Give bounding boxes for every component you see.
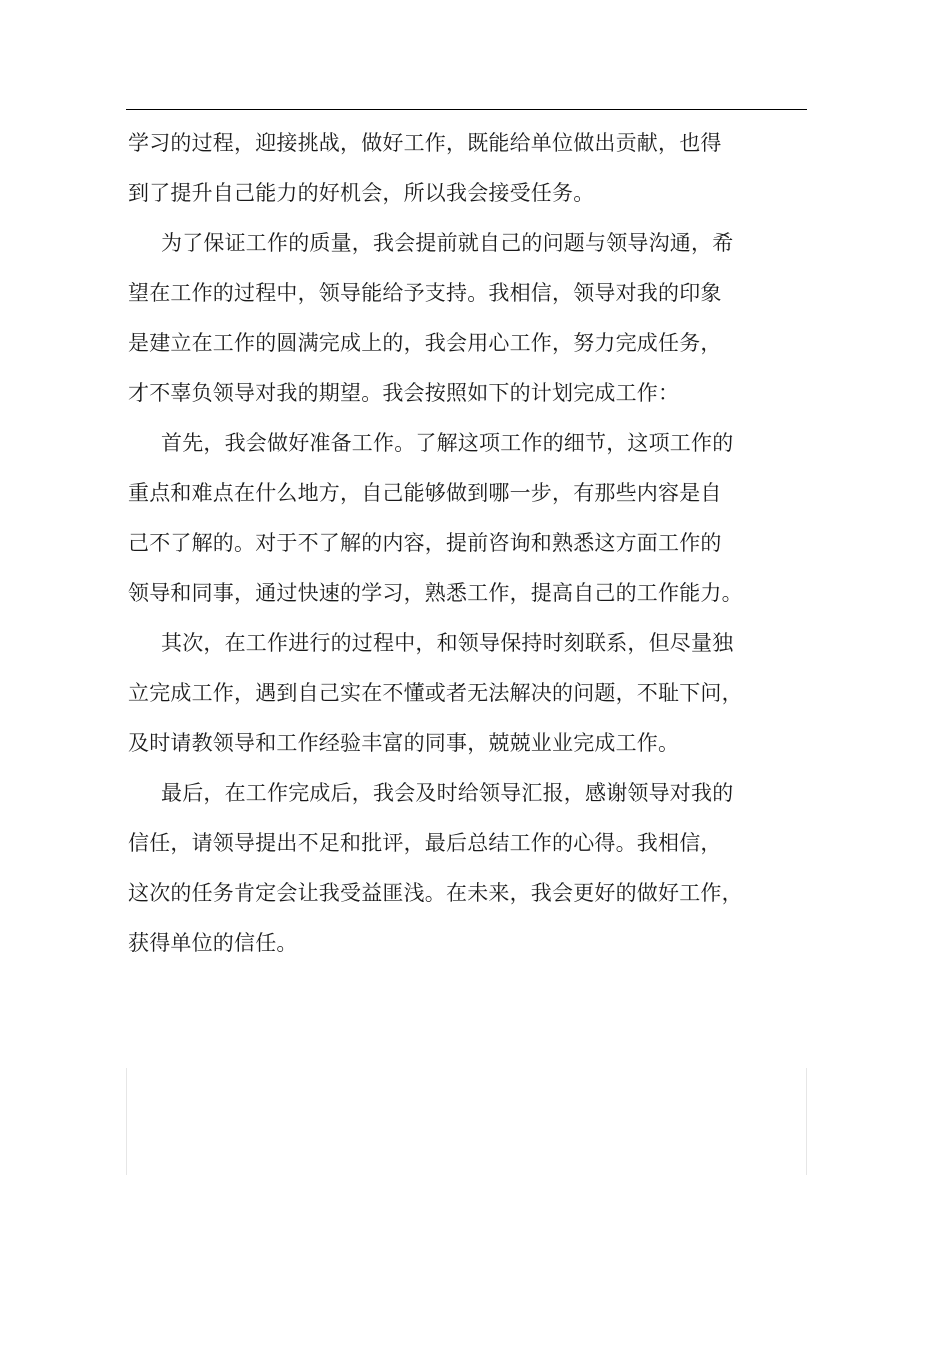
text-line: 重点和难点在什么地方，自己能够做到哪一步，有那些内容是自 (128, 481, 722, 505)
footer-margin-line-right (806, 1068, 807, 1175)
text-line: 首先，我会做好准备工作。了解这项工作的细节，这项工作的 (161, 431, 734, 455)
text-line: 信任，请领导提出不足和批评，最后总结工作的心得。我相信， (128, 831, 722, 855)
text-line: 领导和同事，通过快速的学习，熟悉工作，提高自己的工作能力。 (128, 581, 743, 605)
text-line: 其次，在工作进行的过程中，和领导保持时刻联系，但尽量独 (161, 631, 734, 655)
text-line: 获得单位的信任。 (128, 931, 298, 955)
text-line: 己不了解的。对于不了解的内容，提前咨询和熟悉这方面工作的 (128, 531, 722, 555)
text-line: 望在工作的过程中，领导能给予支持。我相信，领导对我的印象 (128, 281, 722, 305)
body-text (128, 118, 768, 968)
text-line: 立完成工作，遇到自己实在不懂或者无法解决的问题，不耻下问， (128, 681, 743, 705)
text-line: 到了提升自己能力的好机会，所以我会接受任务。 (128, 181, 595, 205)
text-line: 是建立在工作的圆满完成上的，我会用心工作，努力完成任务， (128, 331, 722, 355)
text-line: 这次的任务肯定会让我受益匪浅。在未来，我会更好的做好工作， (128, 881, 743, 905)
text-line: 学习的过程，迎接挑战，做好工作，既能给单位做出贡献，也得 (128, 131, 722, 155)
text-line: 最后，在工作完成后，我会及时给领导汇报，感谢领导对我的 (161, 781, 734, 805)
text-line: 为了保证工作的质量，我会提前就自己的问题与领导沟通，希 (161, 231, 734, 255)
header-rule (126, 109, 807, 110)
text-line: 才不辜负领导对我的期望。我会按照如下的计划完成工作： (128, 381, 680, 405)
text-line: 及时请教领导和工作经验丰富的同事，兢兢业业完成工作。 (128, 731, 680, 755)
footer-margin-line-left (126, 1068, 127, 1175)
